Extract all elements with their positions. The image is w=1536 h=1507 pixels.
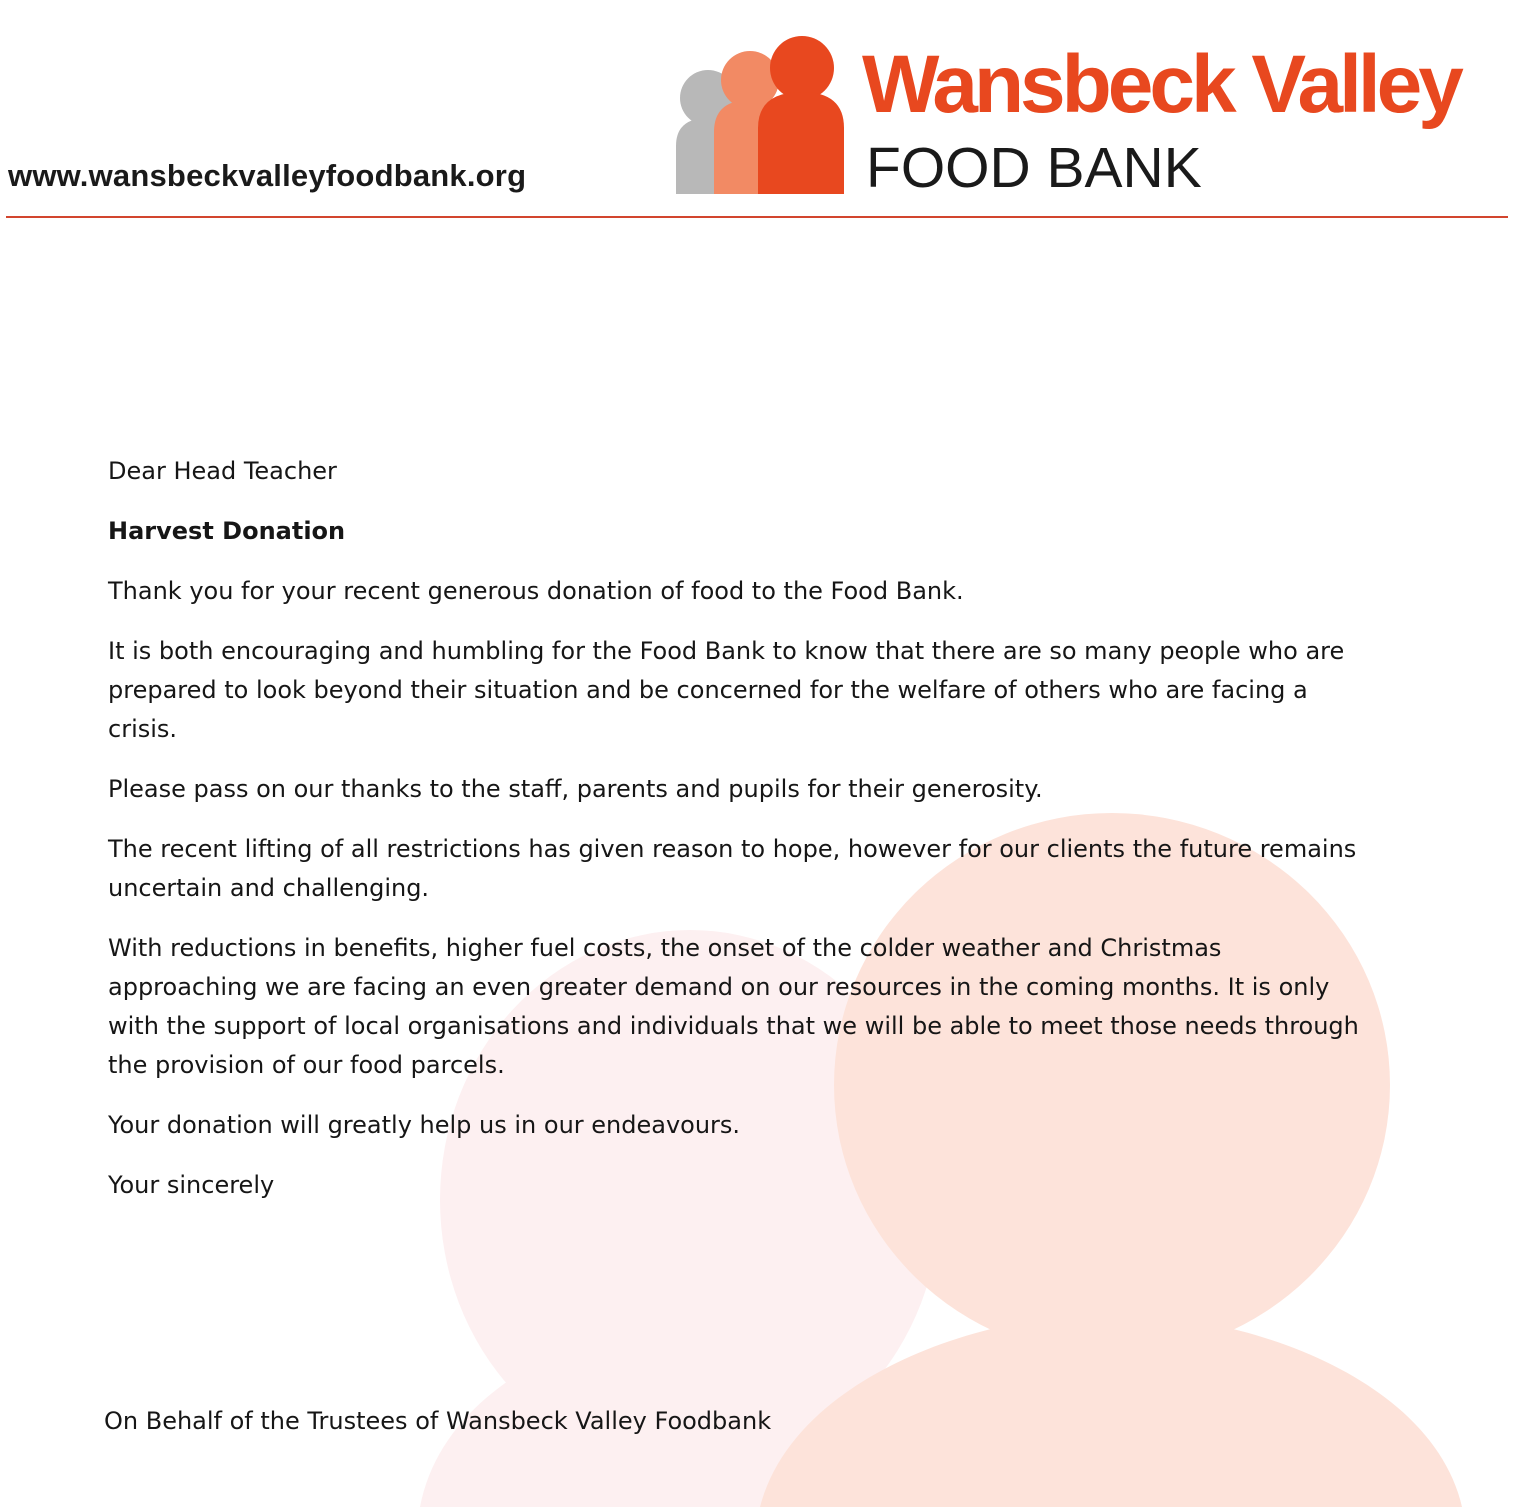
paragraph: Please pass on our thanks to the staff, parents and pupils for their generosity. <box>108 775 1043 803</box>
logo-subtitle: FOOD BANK <box>866 136 1202 200</box>
paragraph: The recent lifting of all restrictions has given reason to hope, however for our clients the future remains uncertain and challenging. <box>108 835 1357 902</box>
closing: Your sincerely <box>108 1171 275 1199</box>
three-people-silhouette-icon <box>672 36 848 198</box>
header-divider <box>6 216 1508 218</box>
logo-wordmark <box>862 39 1460 130</box>
signoff: On Behalf of the Trustees of Wansbeck Valley Foodbank <box>104 1407 772 1435</box>
logo-name-line1: Wansbeck Valley <box>862 39 1460 130</box>
website-url[interactable]: www.wansbeckvalleyfoodbank.org <box>8 158 527 193</box>
paragraph: With reductions in benefits, higher fuel costs, the onset of the colder weather and Christmas approaching we are facing an even greater demand on our resources in the coming months. It is only with the support of local organisations and individuals that we will be able to meet those needs through the provision of our food parcels. <box>108 934 1359 1079</box>
salutation: Dear Head Teacher <box>108 457 337 485</box>
paragraph: Your donation will greatly help us in our endeavours. <box>108 1111 741 1139</box>
subject-line: Harvest Donation <box>108 517 346 545</box>
letter-body <box>108 452 1378 1226</box>
paragraph: It is both encouraging and humbling for the Food Bank to know that there are so many people who are prepared to look beyond their situation and be concerned for the welfare of others who are facing a crisis. <box>108 637 1345 743</box>
paragraph: Thank you for your recent generous donation of food to the Food Bank. <box>108 577 964 605</box>
